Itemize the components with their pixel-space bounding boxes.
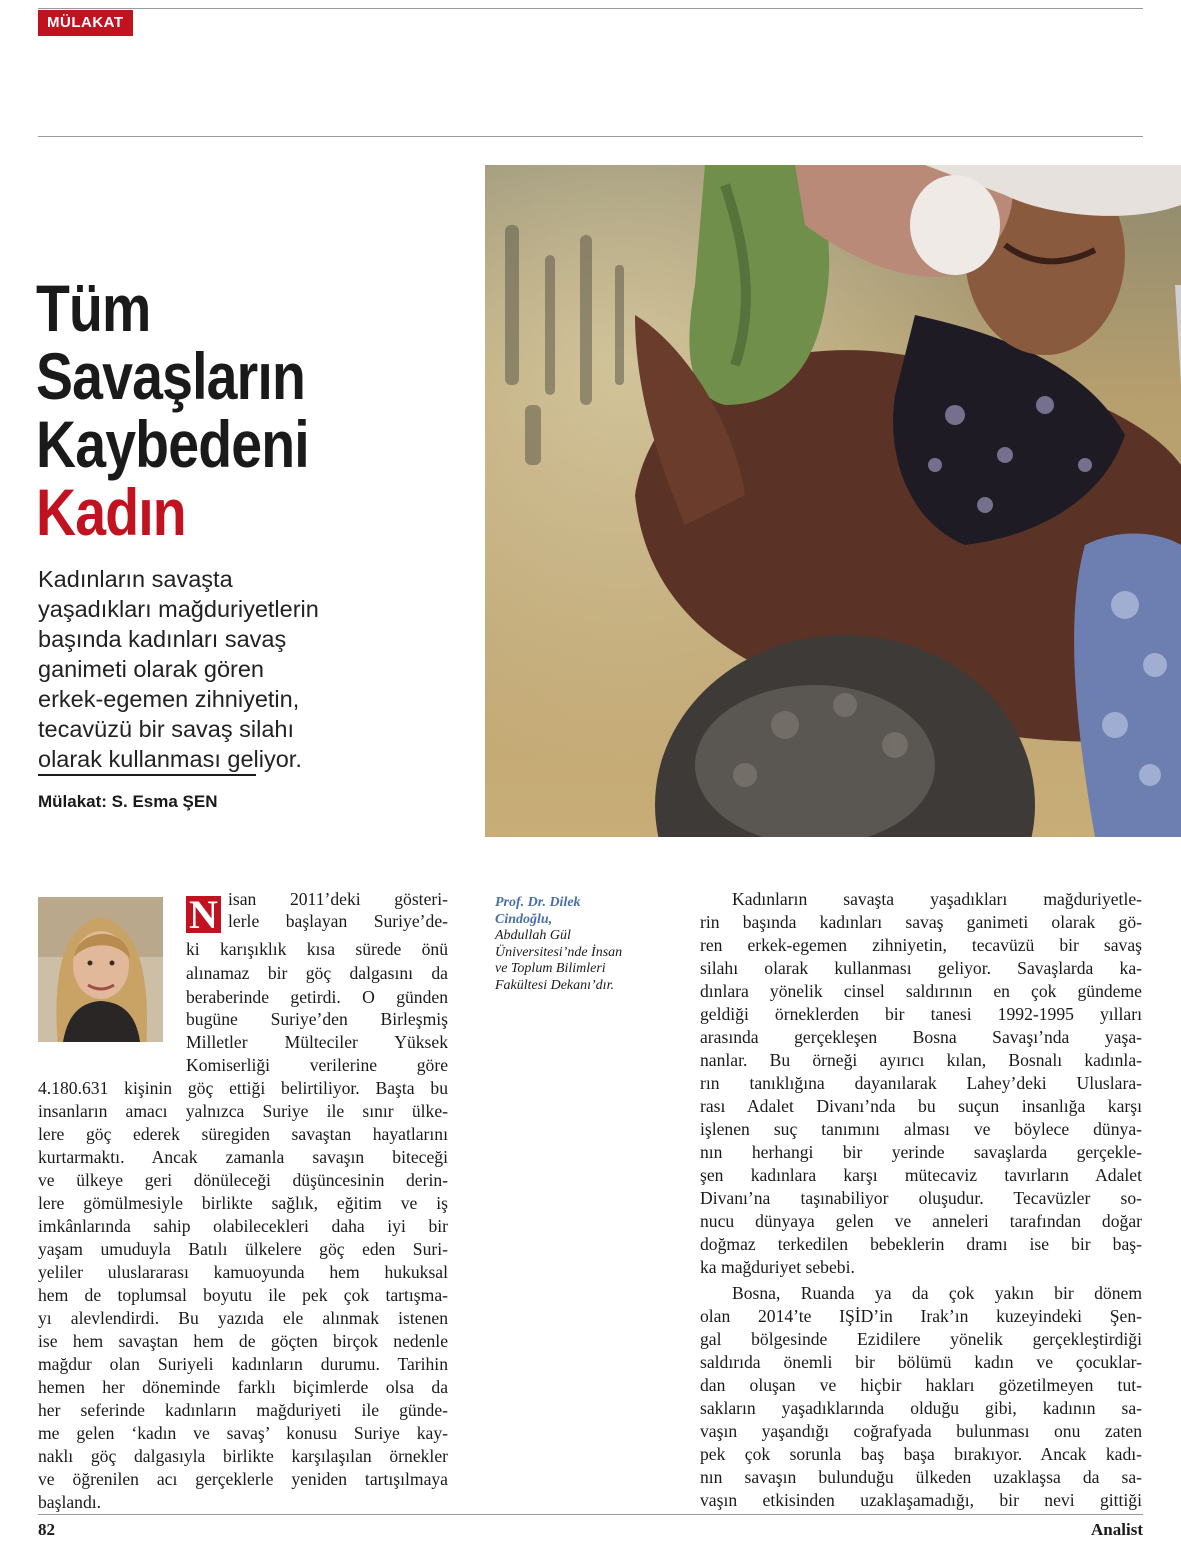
- body-line: ve ülkeye geri dönüleceği düşüncesinin derin-: [38, 1170, 448, 1190]
- body-line: rın tanıklığına dayanılarak Lahey’deki Uluslara-: [700, 1073, 1142, 1093]
- caption-affiliation: Fakültesi Dekanı’dır.: [495, 977, 614, 993]
- body-line: vaşın etkisinden uzaklaşamadığı, bir nevi gittiği: [700, 1490, 1142, 1510]
- body-line: lere gömülmesiyle birlikte sağlık, eğitim ve iş: [38, 1193, 448, 1213]
- deck-line: başında kadınları savaş: [38, 626, 287, 652]
- body-line: rin başında kadınları savaş ganimeti olarak gö-: [700, 912, 1142, 932]
- body-line: işlenen suç tanımını alması ve böylece dünya-: [700, 1119, 1142, 1139]
- body-line: saldırıda önemli bir bölümü kadın ve çocuklar-: [700, 1352, 1142, 1372]
- body-line: ki karışıklık kısa sürede önü: [186, 939, 448, 959]
- byline: Mülakat: S. Esma ŞEN: [38, 792, 218, 811]
- section-tag: MÜLAKAT: [38, 10, 133, 36]
- body-line: her seferinde kadınların mağduriyeti ile günde-: [38, 1400, 448, 1420]
- body-line: nucu dünyaya gelen ve anneleri tarafından doğar: [700, 1211, 1142, 1231]
- body-line: dınlara yönelik cinsel saldırının en çok gündeme: [700, 981, 1142, 1001]
- page-number: 82: [38, 1520, 55, 1539]
- body-line: Bosna, Ruanda ya da çok yakın bir dönem: [732, 1283, 1142, 1303]
- deck-line: erkek-egemen zihniyetin,: [38, 686, 300, 712]
- body-line: Milletler Mülteciler Yüksek: [186, 1032, 448, 1052]
- body-line: nın savaşın bulunduğu ülkeden uzaklaşsa da sa-: [700, 1467, 1142, 1487]
- body-line: nın herhangi bir yerinde savaşlarda gerçekle-: [700, 1142, 1142, 1162]
- footer-rule: [38, 1514, 1143, 1515]
- body-line: geldiği örneklerden bir tanesi 1992-1995 yılları: [700, 1004, 1142, 1024]
- body-line: arasında gerçekleşen Bosna Savaşı’nda yaşa-: [700, 1027, 1142, 1047]
- caption-name: Cindoğlu,: [495, 911, 553, 927]
- body-line: isan 2011’deki gösteri-: [228, 889, 448, 909]
- body-line: alınamaz bir göç dalgasını da: [186, 963, 448, 983]
- body-line: şen kadınlara karşı mütecaviz tavırların Adalet: [700, 1165, 1142, 1185]
- body-line: lerle başlayan Suriye’de-: [228, 911, 448, 931]
- deck: [38, 564, 468, 774]
- body-line: kurtarmaktı. Ancak zamanla savaşın biteceği: [38, 1147, 448, 1167]
- body-line: hemen her döneminde farklı biçimlerde olsa da: [38, 1377, 448, 1397]
- magazine-name: Analist: [1091, 1520, 1143, 1539]
- body-line: vaşın yaşandığı coğrafyada bulunması onu zaten: [700, 1421, 1142, 1441]
- body-line: Divanı’na taşınabiliyor oluşudur. Tecavüzler so-: [700, 1188, 1142, 1208]
- portrait-illustration: [38, 897, 163, 1042]
- hero-photo: [485, 165, 1181, 837]
- body-line: doğmaz terkedilen bebeklerin dramı ise bir baş-: [700, 1234, 1142, 1254]
- refugee-photo-illustration: [485, 165, 1181, 837]
- deck-line: ganimeti olarak gören: [38, 656, 264, 682]
- headline-line-3: Kaybedeni: [36, 407, 309, 481]
- body-line: ka mağduriyet sebebi.: [700, 1257, 855, 1277]
- body-line: sakların yaşadıklarında olduğu gibi, kadının sa-: [700, 1398, 1142, 1418]
- deck-line: olarak kullanması geliyor.: [38, 746, 302, 772]
- body-line: yaşam umuduyla Batılı ülkelere göç eden Suri-: [38, 1239, 448, 1259]
- author-portrait: [38, 897, 163, 1042]
- body-line: lere göç ederek süregiden savaştan hayatlarını: [38, 1124, 448, 1144]
- body-line: naklı göç dalgasıyla birlikte karşılaşılan örnekler: [38, 1446, 448, 1466]
- headline-line-1: Tüm: [36, 271, 151, 345]
- body-line: nanlar. Bu örneği ayırıcı kılan, Bosnalı kadınla-: [700, 1050, 1142, 1070]
- body-line: gal bölgesinde Ezidilere yönelik gerçekleştirdiği: [700, 1329, 1142, 1349]
- body-line: ise hem savaştan hem de göçten birçok nedenle: [38, 1331, 448, 1351]
- body-line: silahı olarak kullanması geliyor. Savaşlarda ka-: [700, 958, 1142, 978]
- headline: [36, 271, 406, 549]
- photo-caption: [495, 895, 675, 994]
- body-line: mağdur olan Suriyeli kadınların durumu. Tarihin: [38, 1354, 448, 1374]
- byline-rule: [38, 774, 256, 776]
- body-line: dan oluşan ve hiçbir hakları gözetilmeyen tut-: [700, 1375, 1142, 1395]
- body-line: hem de toplumsal boyutu ile pek çok tartışma-: [38, 1285, 448, 1305]
- body-line: 4.180.631 kişinin göç ettiği belirtiliyor. Başta bu: [38, 1078, 448, 1098]
- body-line: olan 2014’te IŞİD’in Irak’ın kuzeyindeki Şen-: [700, 1306, 1142, 1326]
- caption-name: Prof. Dr. Dilek: [495, 895, 581, 910]
- caption-affiliation: ve Toplum Bilimleri: [495, 961, 606, 976]
- headline-line-2: Savaşların: [36, 339, 305, 413]
- body-line: bugüne Suriye’den Birleşmiş: [186, 1009, 448, 1029]
- body-line: ren erkek-egemen zihniyetin, tecavüzü bir savaş: [700, 935, 1142, 955]
- deck-line: tecavüzü bir savaş silahı: [38, 716, 295, 742]
- body-line: ve öğrenilen acı gerçeklerle yeniden tartışılmaya: [38, 1469, 448, 1489]
- body-line: yı alevlendirdi. Bu yazıda ele alınmak istenen: [38, 1308, 448, 1328]
- headline-accent: Kadın: [36, 475, 186, 549]
- body-line: insanların amacı yalnızca Suriye ile sınır ülke-: [38, 1101, 448, 1121]
- drop-cap: N: [186, 896, 221, 933]
- body-line: beraberinde getirdi. O günden: [186, 987, 448, 1007]
- caption-affiliation: Abdullah Gül: [495, 928, 571, 943]
- body-line: pek çok sorunla baş başa bırakıyor. Ancak kadı-: [700, 1444, 1142, 1464]
- body-line: Komiserliği verilerine göre: [186, 1055, 448, 1075]
- body-line: Kadınların savaşta yaşadıkları mağduriyetle-: [732, 889, 1142, 909]
- deck-line: Kadınların savaşta: [38, 566, 233, 592]
- body-line: yeliler uluslararası kamuoyunda hem hukuksal: [38, 1262, 448, 1282]
- body-line: başlandı.: [38, 1492, 102, 1512]
- body-line: rası Adalet Divanı’nda bu suçun insanlığa karşı: [700, 1096, 1142, 1116]
- caption-affiliation: Üniversitesi’nde İnsan: [495, 944, 623, 960]
- body-line: imkânlarında sahip olabilecekleri daha iyi bir: [38, 1216, 448, 1236]
- top-rule: [38, 8, 1143, 9]
- header-divider: [38, 136, 1143, 137]
- deck-line: yaşadıkları mağduriyetlerin: [38, 596, 319, 622]
- body-line: me gelen ‘kadın ve savaş’ konusu Suriye kay-: [38, 1423, 448, 1443]
